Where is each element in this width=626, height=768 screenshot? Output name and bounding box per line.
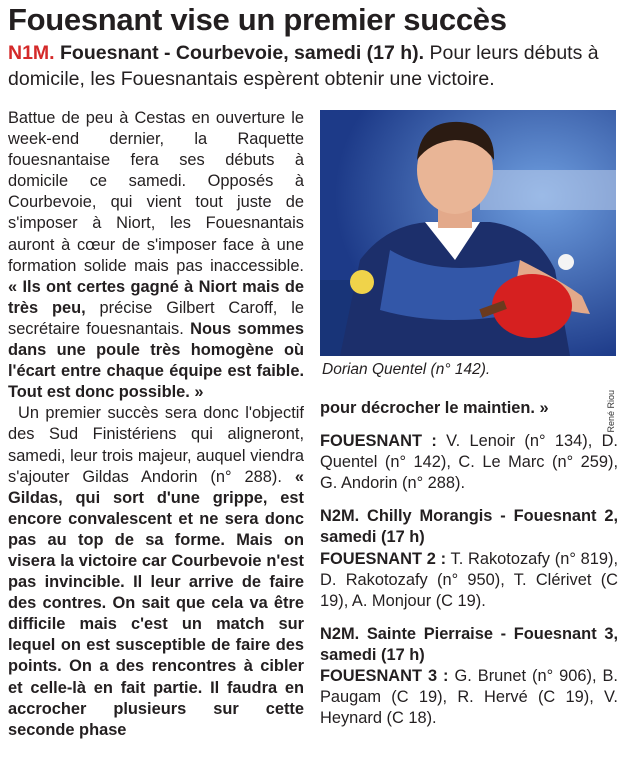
match-title: Fouesnant - Courbevoie, samedi (17 h). — [60, 42, 425, 64]
lineup-2 — [320, 549, 618, 612]
quote: « Gildas, qui sort d'une grippe, est encore convalescent et ne sera donc pas au top de sa forme. Mais on visera la victoire car Courbevoie n'est pas invincible. Il leur arrive de faire des contres. On sait que cela va être difficile mais c'est un match sur lequel on est susceptible de faire des points. On a des rencontres à cibler et celle-là en fait partie. Il faudra en accrocher plusieurs sur cette seconde phase — [8, 467, 304, 739]
table-tennis-player-image — [320, 110, 616, 356]
body-paragraph: Battue de peu à Cestas en ouverture le week-end dernier, la Raquette fouesnantaise fera ses débuts à domicile ce samedi. Opposés à Courbevoie, qui vient tout juste de s'imposer à Niort, les Fouesnantais auront à cœur de s'imposer face à une formation solide mais pas inaccessible. « Ils ont certes gagné à Niort mais de très peu, précise Gilbert Caroff, le secrétaire fouesnantais. Nous sommes dans une poule très homogène où l'écart entre chaque équipe est faible. Tout est donc possible. » — [8, 109, 304, 402]
quote: Nous sommes dans une poule très homogène où l'écart entre chaque équipe est faible. Tout est donc possible. » — [8, 319, 304, 402]
lineup-3 — [320, 666, 618, 729]
article-column-right — [320, 110, 618, 729]
lead-paragraph — [8, 40, 620, 92]
team-players: V. Lenoir (n° 134), D. Quentel (n° 142), C. Le Marc (n° 259), G. Andorin (n° 288). — [320, 432, 618, 493]
headline: Fouesnant vise un premier succès — [8, 2, 507, 37]
attribution: précise Gilbert Caroff, le secrétaire fouesnantais. — [8, 298, 304, 338]
photo-credit: René Riou — [606, 390, 616, 433]
match-heading-3: N2M. Sainte Pierraise - Fouesnant 3, samedi (17 h) — [320, 624, 618, 664]
match-heading-2: N2M. Chilly Morangis - Fouesnant 2, samedi (17 h) — [320, 507, 618, 547]
article-column-left — [8, 108, 304, 741]
body-paragraph: Un premier succès sera donc l'objectif des Sud Finistériens qui aligneront, samedi, leur trois majeur, auquel viendra s'ajouter Gildas Andorin (n° 288). « Gildas, qui sort d'une grippe, est encore convalescent et ne sera donc pas au top de sa forme. Mais on visera la victoire car Courbevoie n'est pas invincible. Il leur arrive de faire des contres. On sait que cela va être difficile mais c'est un match sur lequel on est susceptible de faire des points. On a des rencontres à cibler et celle-là en fait partie. Il faudra en accrocher plusieurs sur cette seconde phase — [8, 404, 304, 739]
quote-end: pour décrocher le maintien. » — [320, 399, 549, 417]
team-label: FOUESNANT : — [320, 432, 437, 451]
photo-caption: Dorian Quentel (n° 142). — [322, 361, 491, 378]
player-photo — [320, 110, 616, 356]
team-label: FOUESNANT 2 : — [320, 549, 447, 568]
article-continuation — [320, 398, 618, 729]
division-tag: N1M. — [8, 42, 55, 64]
team-players: T. Rakotozafy (n° 819), D. Rakotozafy (n° 950), T. Clérivet (C 19), A. Monjour (C 19). — [320, 549, 618, 610]
lineup-1 — [320, 431, 618, 494]
quote: « Ils ont certes gagné à Niort mais de très peu, — [8, 277, 304, 317]
team-label: FOUESNANT 3 : — [320, 667, 449, 686]
team-players: G. Brunet (n° 906), B. Paugam (C 19), R. Hervé (C 19), V. Heynard (C 18). — [320, 667, 618, 728]
lead-text: Pour leurs débuts à domicile, les Fouesnantais espèrent obtenir une victoire. — [8, 42, 599, 90]
